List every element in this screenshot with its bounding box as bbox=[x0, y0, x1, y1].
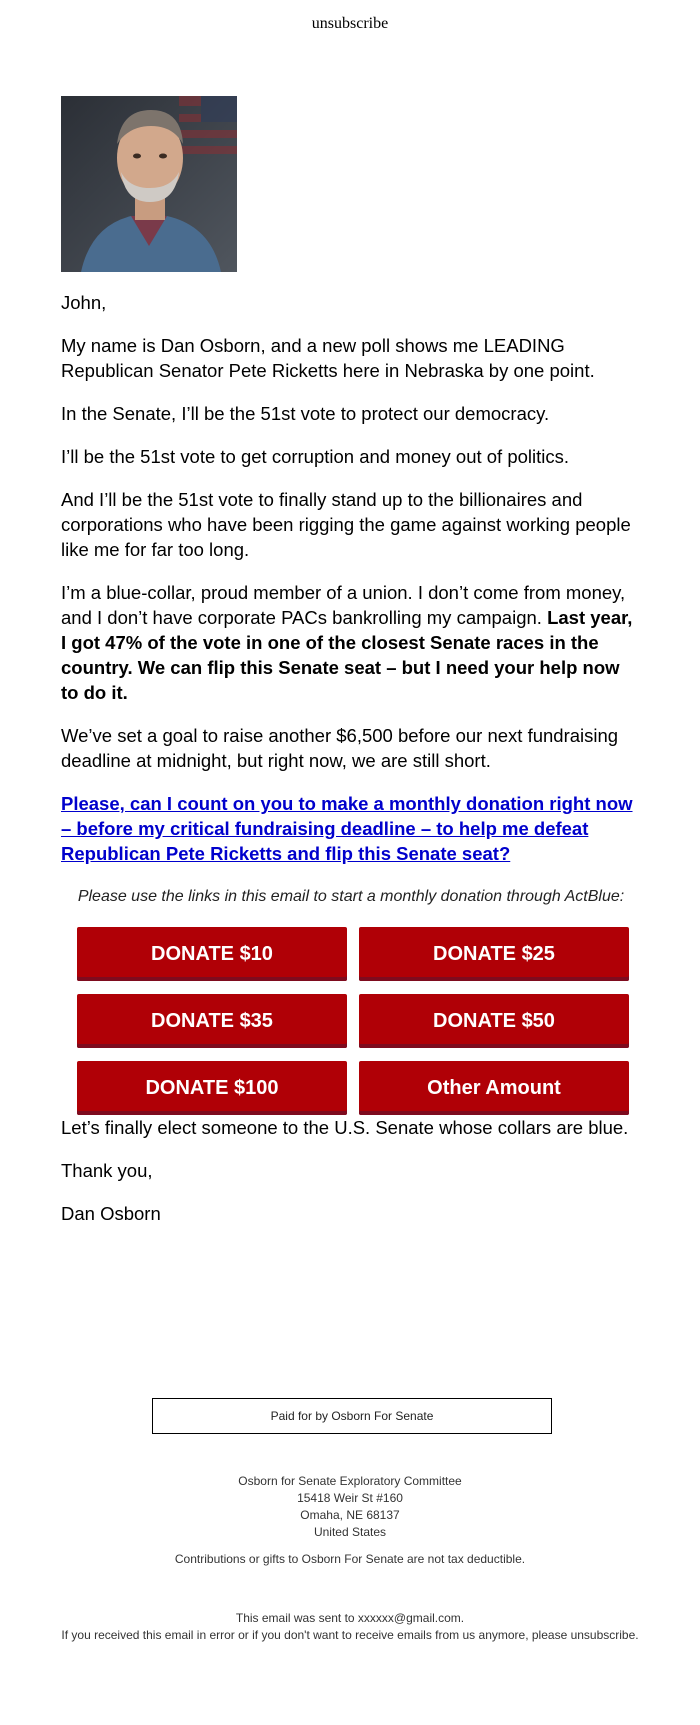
paragraph-corruption: I’ll be the 51st vote to get corruption and money out of politics. bbox=[61, 446, 570, 467]
paid-for-disclaimer: Paid for by Osborn For Senate bbox=[152, 1398, 552, 1434]
paragraph-blue-collar-bold: Last year, I got 47% of the vote in one of the closest Senate races in the country. We can flip this Senate seat – but I need your help now to do it. bbox=[61, 607, 633, 703]
donate-25-button[interactable]: DONATE $25 bbox=[359, 927, 629, 981]
paragraph-poll: My name is Dan Osborn, and a new poll shows me LEADING Republican Senator Pete Ricketts here in Nebraska by one point. bbox=[61, 335, 595, 381]
monthly-donation-link[interactable]: Please, can I count on you to make a monthly donation right now – before my critical fundraising deadline – to help me defeat Republican Pete Ricketts and flip this Senate seat? bbox=[61, 793, 633, 864]
unsubscribe-link[interactable]: unsubscribe bbox=[311, 15, 389, 32]
address-country: United States bbox=[313, 1525, 387, 1539]
paragraph-blue-collar-text: I’m a blue-collar, proud member of a union. I don’t come from money, and I don’t have corporate PACs bankrolling my campaign. bbox=[61, 582, 626, 628]
paragraph-democracy: In the Senate, I’ll be the 51st vote to protect our democracy. bbox=[61, 403, 550, 424]
address-city: Omaha, NE 68137 bbox=[300, 1508, 400, 1522]
paragraph-goal: We’ve set a goal to raise another $6,500 before our next fundraising deadline at midnight, but right now, we are still short. bbox=[61, 725, 619, 771]
sent-to-line: This email was sent to xxxxxx@gmail.com. bbox=[235, 1611, 465, 1625]
donation-note: Please use the links in this email to start a monthly donation through ActBlue: bbox=[77, 888, 625, 905]
donate-10-button[interactable]: DONATE $10 bbox=[77, 927, 347, 981]
donate-button-grid bbox=[77, 927, 641, 1115]
donate-35-button[interactable]: DONATE $35 bbox=[77, 994, 347, 1048]
signature: Dan Osborn bbox=[61, 1203, 161, 1224]
candidate-photo bbox=[61, 96, 237, 272]
portrait-image bbox=[61, 96, 237, 272]
paragraph-billionaires: And I’ll be the 51st vote to finally stand up to the billionaires and corporations who have been rigging the game against working people like me for far too long. bbox=[61, 489, 631, 560]
error-notice-line: If you received this email in error or if you don't want to receive emails from us anymore, please unsubscribe. bbox=[61, 1628, 639, 1642]
paragraph-blue-collar bbox=[61, 580, 641, 705]
tax-disclaimer: Contributions or gifts to Osborn For Senate are not tax deductible. bbox=[174, 1552, 526, 1566]
email-sent-notice bbox=[0, 1610, 700, 1644]
committee-address bbox=[0, 1473, 700, 1541]
closing-line: Let’s finally elect someone to the U.S. Senate whose collars are blue. bbox=[61, 1117, 629, 1138]
donate-100-button[interactable]: DONATE $100 bbox=[77, 1061, 347, 1115]
address-street: 15418 Weir St #160 bbox=[297, 1491, 403, 1505]
greeting: John, bbox=[61, 292, 107, 313]
donate-50-button[interactable]: DONATE $50 bbox=[359, 994, 629, 1048]
committee-name: Osborn for Senate Exploratory Committee bbox=[238, 1474, 462, 1488]
email-body bbox=[61, 290, 641, 1244]
sign-off: Thank you, bbox=[61, 1160, 153, 1181]
donate-other-amount-button[interactable]: Other Amount bbox=[359, 1061, 629, 1115]
